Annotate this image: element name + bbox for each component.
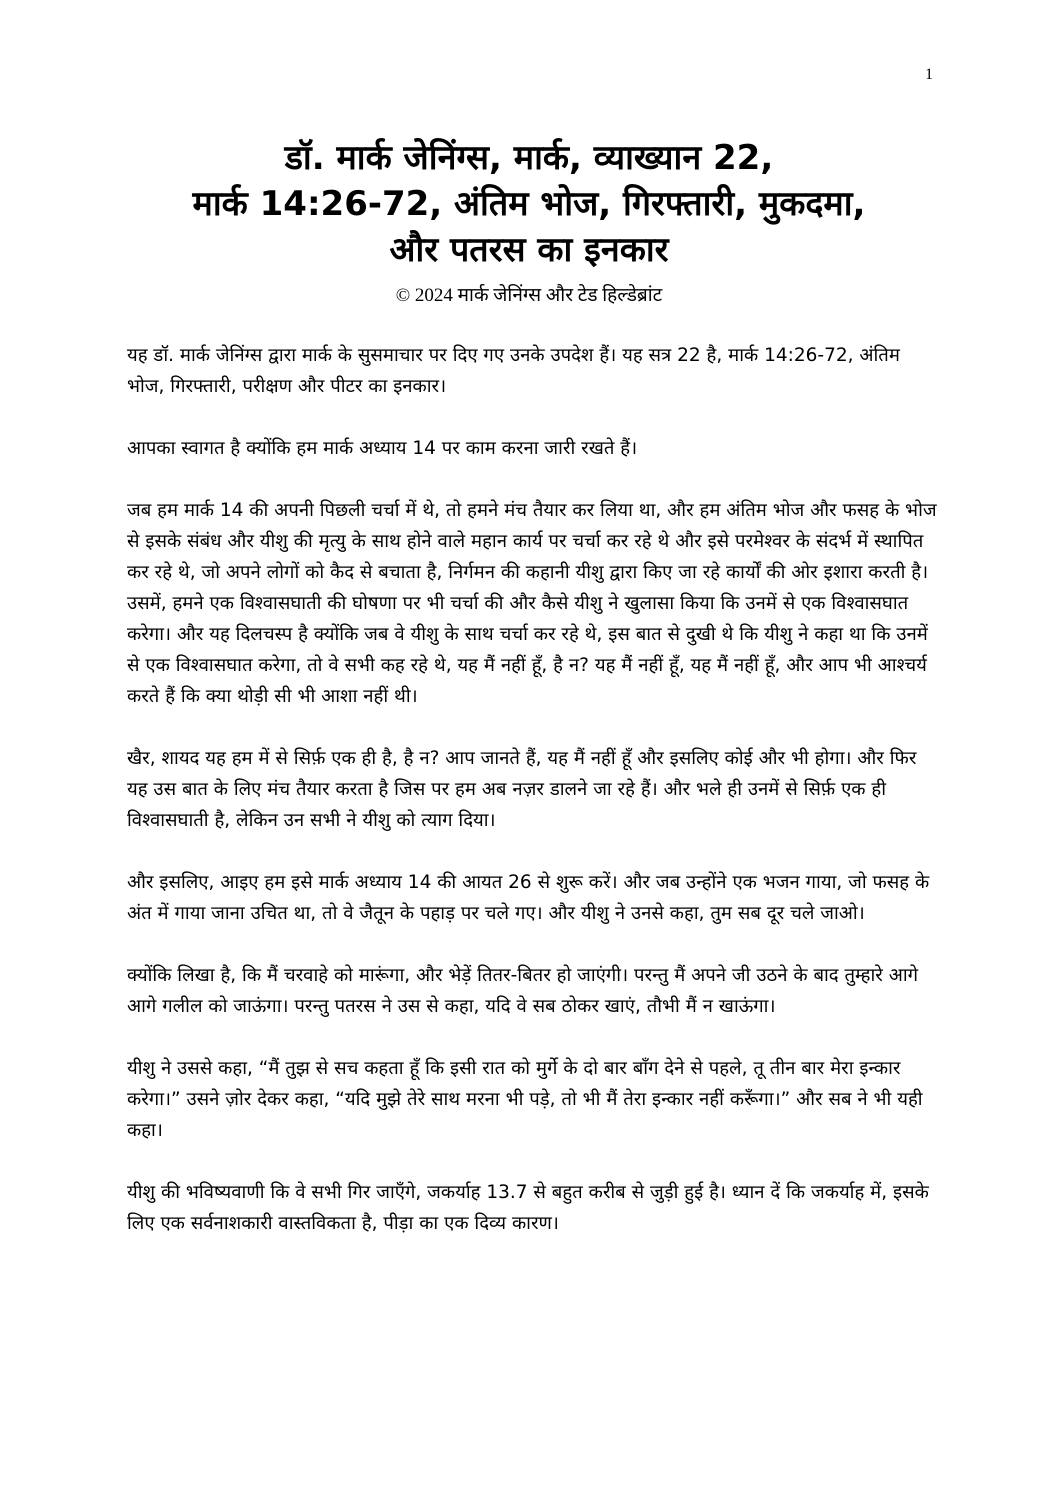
copyright-line: © 2024 मार्क जेनिंग्स और टेड हिल्डेब्रांट [395,285,663,306]
paragraph: यीशु ने उससे कहा, “मैं तुझ से सच कहता हूँ कि इसी रात को मुर्गे के दो बार बाँग देने से पहले, तू तीन बार मेरा इन्कार करेगा।” उसने ज़ोर देकर कहा, “यदि मुझे तेरे साथ मरना भी पड़े, तो भी मैं तेरा इन्कार नहीं करूँगा।” और सब ने भी यही कहा। [127,1058,923,1141]
paragraph: यीशु की भविष्यवाणी कि वे सभी गिर जाएँगे, जकर्याह 13.7 से बहुत करीब से जुड़ी हुई है। ध्यान दें कि जकर्याह में, इसके लिए एक सर्वनाशकारी वास्तविकता है, पीड़ा का एक दिव्य कारण। [127,1182,929,1234]
title-line: मार्क 14:26-72, अंतिम भोज, गिरफ्तारी, मुकदमा, [192,184,866,224]
body-text [127,340,939,1270]
paragraph: और इसलिए, आइए हम इसे मार्क अध्याय 14 की आयत 26 से शुरू करें। और जब उन्होंने एक भजन गाया, जो फसह के अंत में गाया जाना उचित था, तो वे जैतून के पहाड़ पर चले गए। और यीशु ने उनसे कहा, तुम सब दूर चले जाओ। [127,872,930,924]
paragraph: जब हम मार्क 14 की अपनी पिछली चर्चा में थे, तो हमने मंच तैयार कर लिया था, और हम अंतिम भोज और फसह के भोज से इसके संबंध और यीशु की मृत्यु के साथ होने वाले महान कार्य पर चर्चा कर रहे थे और इसे परमेश्वर के संदर्भ में स्थापित कर रहे थे, जो अपने लोगों को कैद से बचाता है, निर्गमन की कहानी यीशु द्वारा किए जा रहे कार्यों की ओर इशारा करती है। उसमें, हमने एक विश्वासघाती की घोषणा पर भी चर्चा की और कैसे यीशु ने खुलासा किया कि उनमें से एक विश्वासघात करेगा। और यह दिलचस्प है क्योंकि जब वे यीशु के साथ चर्चा कर रहे थे, इस बात से दुखी थे कि यीशु ने कहा था कि उनमें से एक विश्वासघात करेगा, तो वे सभी कह रहे थे, यह मैं नहीं हूँ, है न? यह मैं नहीं हूँ, यह मैं नहीं हूँ, और आप भी आश्चर्य करते हैं कि क्या थोड़ी सी भी आशा नहीं थी। [127,500,937,707]
title-line: डॉ. मार्क जेनिंग्स, मार्क, व्याख्यान 22, [284,138,774,178]
paragraph: यह डॉ. मार्क जेनिंग्स द्वारा मार्क के सुसमाचार पर दिए गए उनके उपदेश हैं। यह सत्र 22 है, मार्क 14:26-72, अंतिम भोज, गिरफ्तारी, परीक्षण और पीटर का इनकार। [127,345,900,397]
document-title [100,135,958,273]
page-number: 1 [925,66,933,83]
title-line: और पतरस का इनकार [389,230,669,270]
paragraph: आपका स्वागत है क्योंकि हम मार्क अध्याय 14 पर काम करना जारी रखते हैं। [127,438,638,459]
paragraph: क्योंकि लिखा है, कि मैं चरवाहे को मारूंगा, और भेड़ें तितर-बितर हो जाएंगी। परन्तु मैं अपने जी उठने के बाद तुम्हारे आगे आगे गलील को जाऊंगा। परन्तु पतरस ने उस से कहा, यदि वे सब ठोकर खाएं, तौभी मैं न खाऊंगा। [127,965,919,1017]
paragraph: खैर, शायद यह हम में से सिर्फ़ एक ही है, है न? आप जानते हैं, यह मैं नहीं हूँ और इसलिए कोई और भी होगा। और फिर यह उस बात के लिए मंच तैयार करता है जिस पर हम अब नज़र डालने जा रहे हैं। और भले ही उनमें से सिर्फ़ एक ही विश्वासघाती है, लेकिन उन सभी ने यीशु को त्याग दिया। [127,748,917,831]
